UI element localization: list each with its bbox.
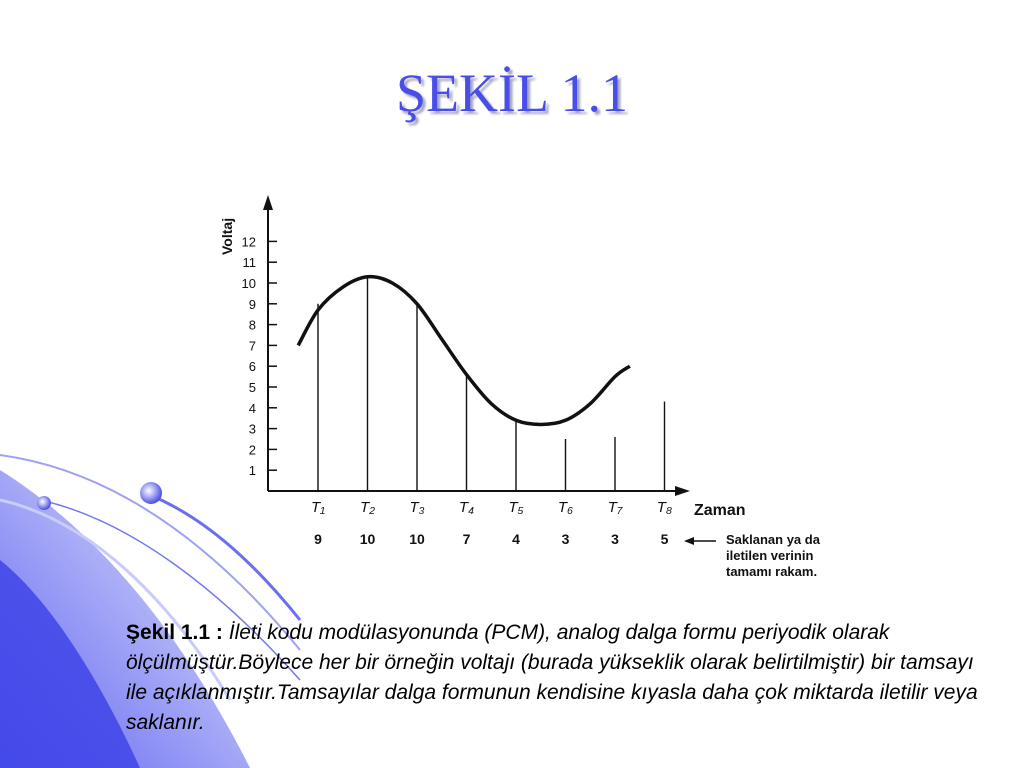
note-line-3: tamamı rakam. (726, 564, 818, 579)
y-tick-label: 7 (248, 338, 256, 354)
sample-value-label: 7 (462, 531, 471, 547)
sample-value-label: 9 (314, 531, 322, 547)
chart-axes (263, 195, 690, 496)
sample-value-labels (314, 531, 669, 547)
y-ticks (242, 234, 277, 478)
sample-time-label: T₁ (311, 499, 325, 516)
y-tick-label: 6 (248, 359, 256, 375)
sample-value-label: 10 (359, 531, 376, 547)
sample-value-label: 4 (512, 531, 520, 547)
y-tick-label: 12 (241, 234, 256, 250)
sample-stems (318, 277, 665, 491)
y-tick-label: 10 (241, 276, 256, 291)
sample-time-label: T₇ (607, 499, 623, 516)
sample-time-label: T₅ (508, 499, 524, 516)
figure-caption (126, 618, 986, 738)
y-axis-arrow (263, 195, 273, 210)
sample-time-label: T₃ (409, 499, 425, 516)
y-tick-label: 2 (248, 442, 256, 458)
caption-body: İleti kodu modülasyonunda (PCM), analog dalga formu periyodik olarak ölçülmüştür.Böylece her bir örneğin voltajı (burada yükseklik olarak belirtilmiştir) bir tamsayı ile açıklanmıştır.Tamsayılar dalga formunun kendisine kıyasla daha çok miktarda iletilir veya saklanır. (126, 621, 978, 734)
sample-time-label: T₄ (458, 499, 475, 516)
sample-time-label: T₂ (360, 499, 375, 516)
caption-lead: Şekil 1.1 : (126, 621, 229, 644)
note-line-1: Saklanan ya da (726, 532, 820, 547)
note-arrow-group (684, 532, 821, 579)
y-tick-label: 4 (248, 400, 256, 416)
note-arrow-head (684, 537, 694, 545)
sample-value-label: 3 (611, 531, 619, 547)
sample-time-label: T₆ (557, 499, 574, 516)
y-tick-label: 9 (248, 296, 256, 312)
sample-value-label: 10 (409, 531, 425, 547)
y-tick-label: 11 (242, 255, 256, 271)
analog-waveform (298, 277, 630, 425)
x-axis-arrow (675, 486, 690, 496)
note-line-2: iletilen verinin (726, 548, 814, 563)
slide-title: ŞEKİL 1.1 (396, 63, 628, 123)
x-axis-label: Zaman (694, 502, 746, 519)
y-tick-label: 8 (248, 317, 256, 333)
sample-value-label: 3 (561, 531, 570, 547)
sample-time-labels (311, 499, 672, 516)
y-tick-label: 1 (248, 463, 256, 479)
sample-time-label: T₈ (656, 499, 673, 516)
y-tick-label: 5 (248, 380, 256, 395)
sample-value-label: 5 (660, 531, 669, 547)
y-tick-label: 3 (248, 421, 256, 437)
y-axis-label: Voltaj (219, 217, 235, 255)
